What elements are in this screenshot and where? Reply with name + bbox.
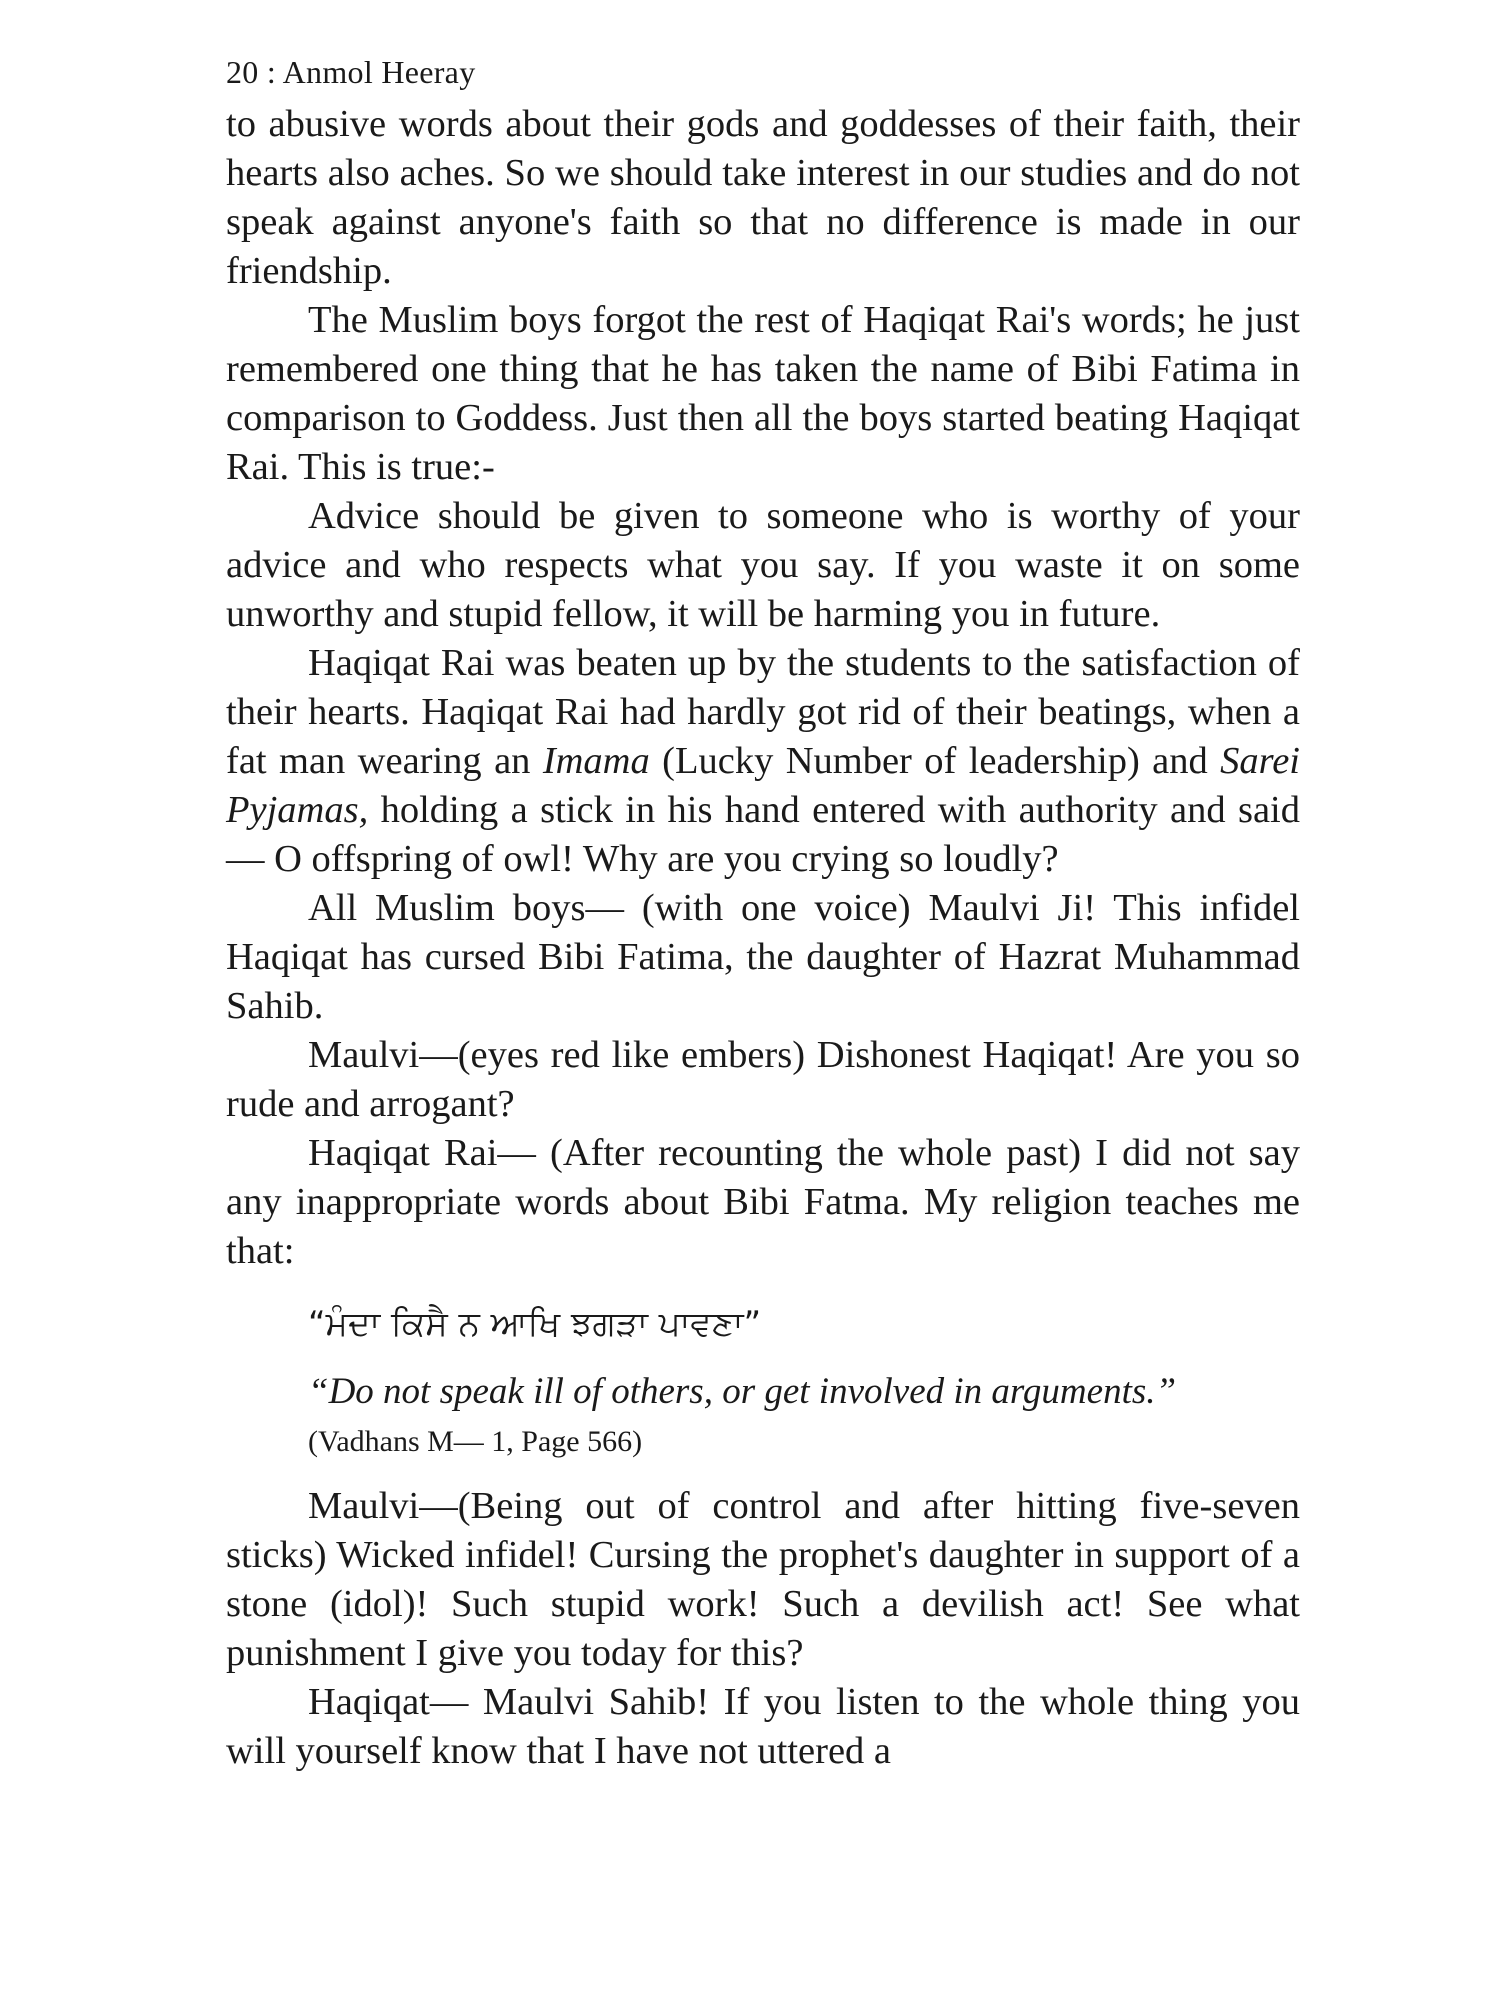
verse-translation: “Do not speak ill of others, or get involved in arguments.” [308, 1371, 1177, 1412]
paragraph-2: The Muslim boys forgot the rest of Haqiqat Rai's words; he just remembered one thing that he has taken the name of Bibi Fatima in comparison to Goddess. Just then all the boys started beating Haqiqat Rai. This is true:- [226, 299, 1300, 488]
gurmukhi-verse: “ਮੰਦਾ ਕਿਸੈ ਨ ਆਖਿ ਝਗੜਾ ਪਾਵਣਾ” [308, 1304, 762, 1344]
term-sarei-pyjamas: Sarei Pyjamas, [226, 740, 1300, 831]
paragraph-3: Advice should be given to someone who is worthy of your advice and who respects what you say. If you waste it on some unworthy and stupid fellow, it will be harming you in future. [226, 495, 1300, 635]
term-imama: Imama [542, 740, 650, 782]
paragraph-5: All Muslim boys— (with one voice) Maulvi Ji! This infidel Haqiqat has cursed Bibi Fatima, the daughter of Hazrat Muhammad Sahib. [226, 887, 1300, 1027]
paragraph-7: Haqiqat Rai— (After recounting the whole past) I did not say any inappropriate words about Bibi Fatma. My religion teaches me that: [226, 1132, 1300, 1272]
paragraph-1: to abusive words about their gods and goddesses of their faith, their hearts also aches. So we should take interest in our studies and do not speak against anyone's faith so that no difference is made in our friendship. [226, 103, 1300, 292]
paragraph-4-part-2: (Lucky Number of leadership) and [649, 740, 1221, 782]
paragraph-4 [226, 639, 1300, 884]
running-head: 20 : Anmol Heeray [226, 54, 476, 90]
paragraph-4-part-1: Haqiqat Rai was beaten up by the students to the satisfaction of their hearts. Haqiqat Rai had hardly got rid of their beatings, when a fat man wearing an [226, 642, 1300, 782]
paragraph-8: Maulvi—(Being out of control and after hitting five-seven sticks) Wicked infidel! Cursing the prophet's daughter in support of a stone (idol)! Such stupid work! Such a devilish act! See what punishment I give you today for this? [226, 1485, 1300, 1674]
scripture-quote [308, 1296, 1300, 1464]
book-page [226, 52, 1300, 1776]
paragraph-6: Maulvi—(eyes red like embers) Dishonest Haqiqat! Are you so rude and arrogant? [226, 1034, 1300, 1125]
paragraph-4-part-3: holding a stick in his hand entered with authority and said— O offspring of owl! Why are you crying so loudly? [226, 789, 1300, 880]
paragraph-9: Haqiqat— Maulvi Sahib! If you listen to the whole thing you will yourself know that I have not uttered a [226, 1681, 1300, 1772]
verse-citation: (Vadhans M— 1, Page 566) [308, 1425, 643, 1458]
